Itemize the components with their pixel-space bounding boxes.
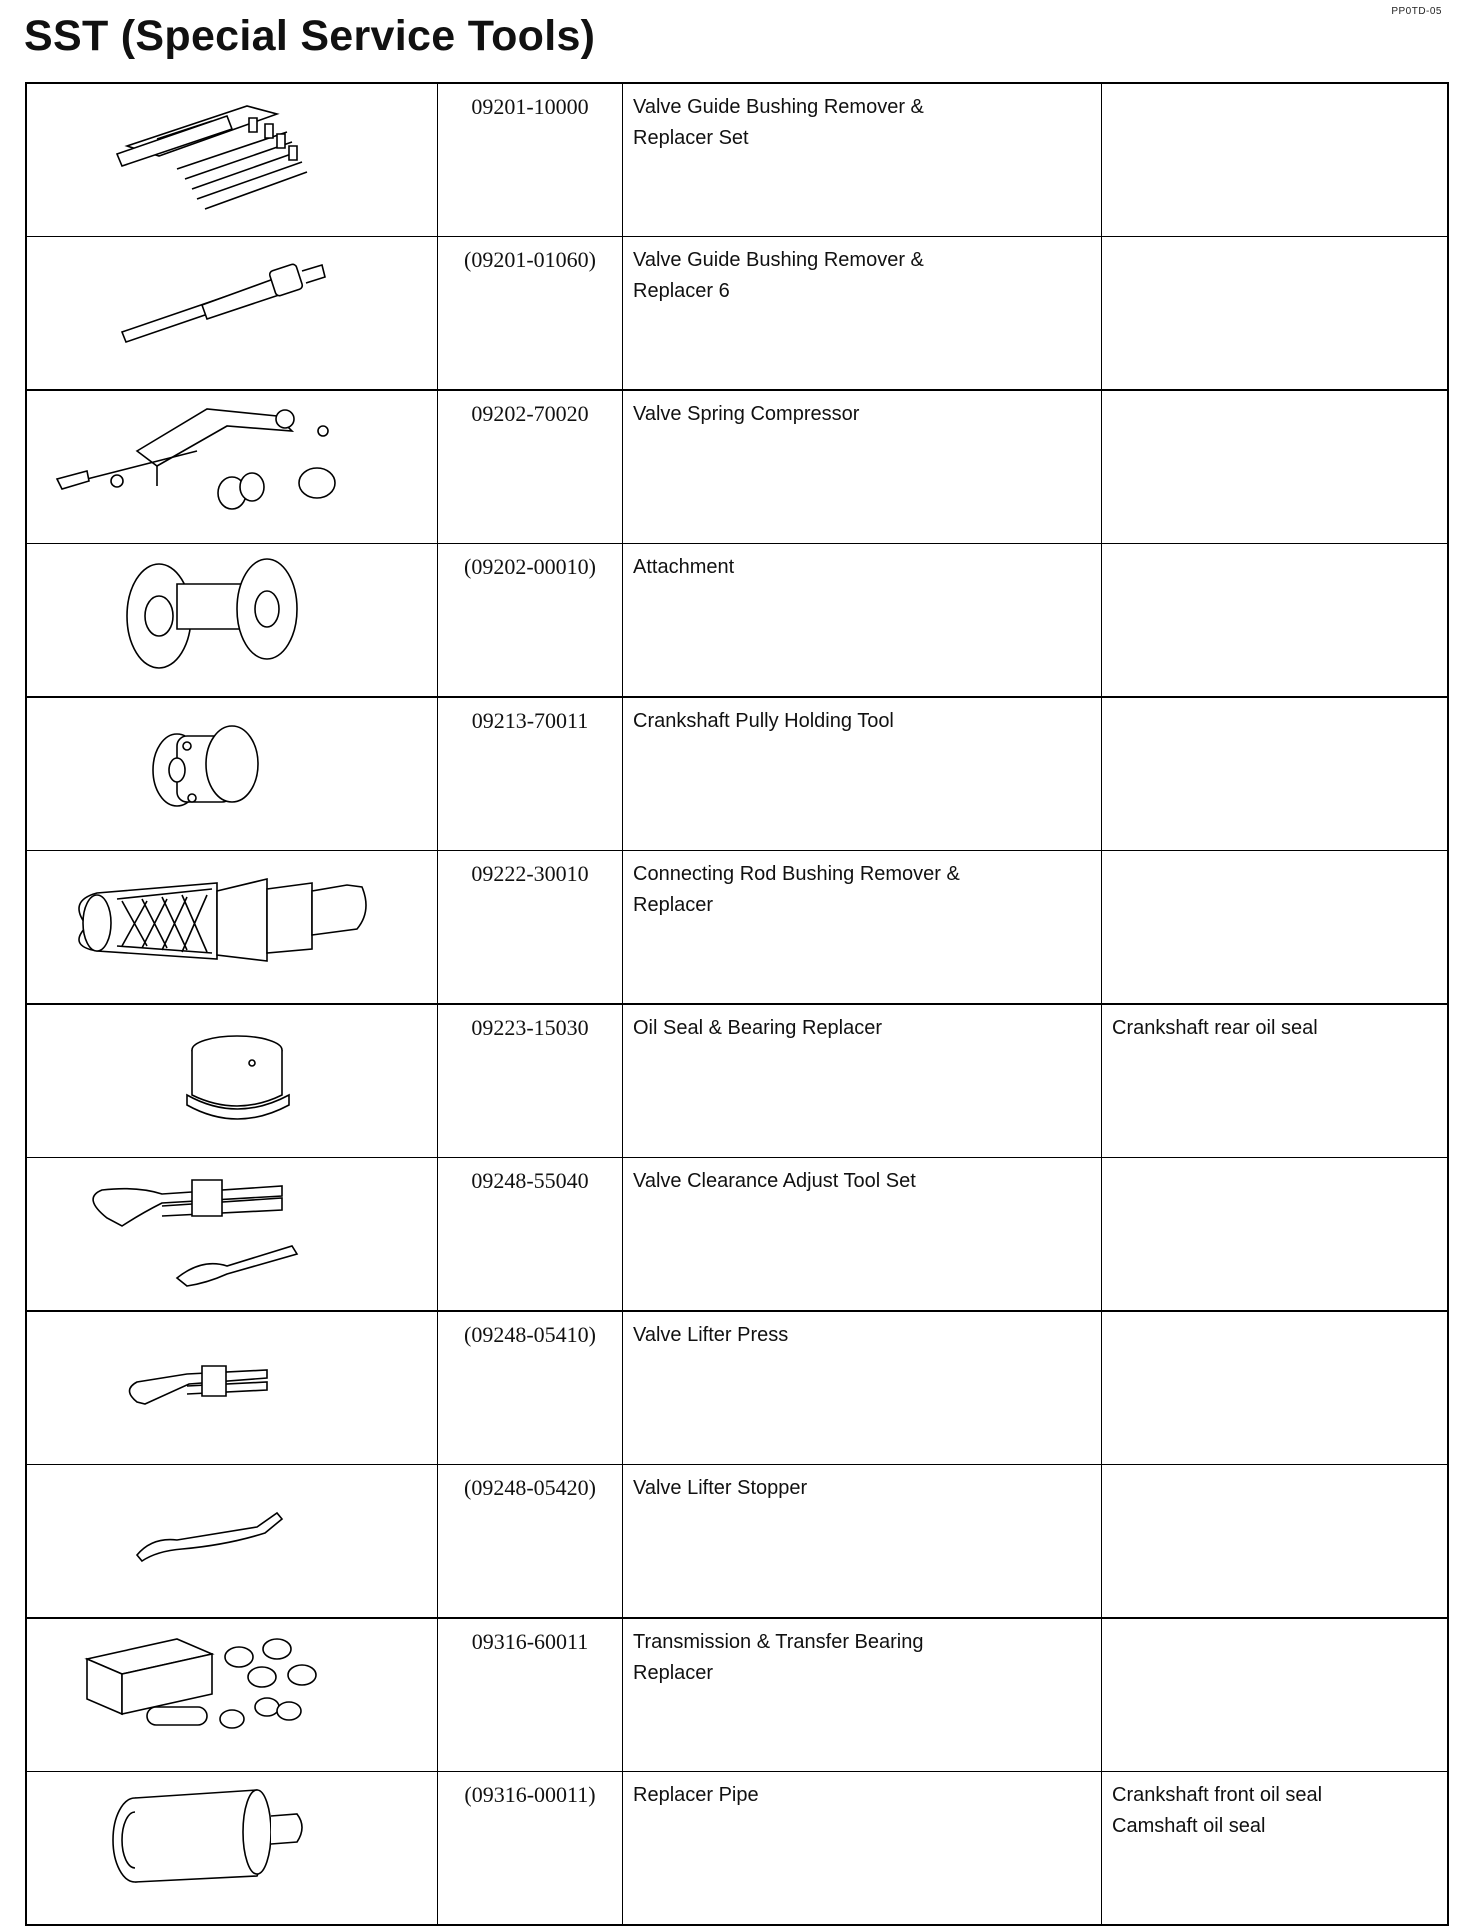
connecting-rod-bushing-tool-icon (27, 851, 437, 993)
part-number: (09316-00011) (438, 1772, 623, 1926)
tool-row (26, 1004, 1448, 1158)
tool-row (26, 1618, 1448, 1772)
tool-name: Crankshaft Pully Holding Tool (633, 710, 894, 732)
tool-row (26, 851, 1448, 1005)
usage-note-cell (1102, 390, 1449, 544)
usage-note-cell (1102, 83, 1449, 237)
part-number: (09248-05420) (438, 1465, 623, 1619)
attachment-icon (27, 544, 437, 686)
usage-note-cell (1102, 851, 1449, 1005)
tool-name-cell (623, 1004, 1102, 1158)
tool-name-cell (623, 1772, 1102, 1926)
tool-name-cell (623, 83, 1102, 237)
tool-name-cell (623, 1618, 1102, 1772)
tool-name: Attachment (633, 556, 735, 578)
tool-name: Transmission & Transfer Bearing Replacer (633, 1631, 924, 1684)
tool-illustration-cell (26, 544, 438, 698)
tool-name-cell (623, 390, 1102, 544)
part-number: 09223-15030 (438, 1004, 623, 1158)
tool-name-cell (623, 1311, 1102, 1465)
valve-spring-compressor-icon (27, 391, 437, 533)
tool-name: Oil Seal & Bearing Replacer (633, 1017, 883, 1039)
tool-illustration-cell (26, 237, 438, 391)
document-code: PP0TD-05 (1391, 6, 1442, 17)
pulley-holding-tool-icon (27, 698, 437, 840)
tool-name-cell (623, 237, 1102, 391)
tool-name-cell (623, 544, 1102, 698)
tool-row (26, 237, 1448, 391)
tool-illustration-cell (26, 390, 438, 544)
part-number: 09222-30010 (438, 851, 623, 1005)
part-number: (09202-00010) (438, 544, 623, 698)
tool-row (26, 697, 1448, 851)
usage-note: Crankshaft rear oil seal (1112, 1017, 1318, 1039)
page-title: SST (Special Service Tools) (24, 12, 596, 60)
part-number: 09213-70011 (438, 697, 623, 851)
usage-note-cell (1102, 1158, 1449, 1312)
tool-name: Valve Spring Compressor (633, 403, 860, 425)
tool-illustration-cell (26, 1158, 438, 1312)
usage-note: Crankshaft front oil seal (1112, 1784, 1323, 1806)
part-number: 09316-60011 (438, 1618, 623, 1772)
tool-name: Connecting Rod Bushing Remover & Replacer (633, 863, 960, 916)
tool-illustration-cell (26, 851, 438, 1005)
replacer-pipe-icon (27, 1772, 437, 1914)
valve-clearance-tool-set-icon (27, 1158, 437, 1300)
tool-illustration-cell (26, 1772, 438, 1926)
usage-note-cell (1102, 1311, 1449, 1465)
tool-name: Valve Guide Bushing Remover & Replacer 6 (633, 249, 924, 302)
valve-lifter-press-icon (27, 1312, 437, 1454)
tool-name-cell (623, 697, 1102, 851)
part-number: 09201-10000 (438, 83, 623, 237)
usage-note-cell (1102, 1772, 1449, 1926)
tool-row (26, 1772, 1448, 1926)
tool-name: Valve Clearance Adjust Tool Set (633, 1170, 916, 1192)
part-number: 09202-70020 (438, 390, 623, 544)
tool-name: Valve Lifter Press (633, 1324, 789, 1346)
bearing-replacer-kit-icon (27, 1619, 437, 1761)
tool-name: Valve Guide Bushing Remover & Replacer Set (633, 96, 924, 149)
part-number: (09248-05410) (438, 1311, 623, 1465)
oil-seal-replacer-icon (27, 1005, 437, 1147)
usage-note-cell (1102, 1618, 1449, 1772)
valve-guide-bushing-set-icon (27, 84, 437, 226)
valve-lifter-stopper-icon (27, 1465, 437, 1607)
tool-illustration-cell (26, 1004, 438, 1158)
tool-name-cell (623, 851, 1102, 1005)
tool-row (26, 390, 1448, 544)
part-number: 09248-55040 (438, 1158, 623, 1312)
usage-note-cell (1102, 1004, 1449, 1158)
tool-row (26, 544, 1448, 698)
tool-illustration-cell (26, 1465, 438, 1619)
bushing-remover-rod-icon (27, 237, 437, 379)
tool-name: Valve Lifter Stopper (633, 1477, 808, 1499)
usage-note: Camshaft oil seal (1112, 1815, 1266, 1837)
tool-name-cell (623, 1465, 1102, 1619)
usage-note-cell (1102, 544, 1449, 698)
tool-row (26, 1158, 1448, 1312)
usage-note-cell (1102, 1465, 1449, 1619)
tool-name: Replacer Pipe (633, 1784, 759, 1806)
tool-illustration-cell (26, 1618, 438, 1772)
tool-illustration-cell (26, 1311, 438, 1465)
usage-note-cell (1102, 697, 1449, 851)
tool-row (26, 1465, 1448, 1619)
usage-note-cell (1102, 237, 1449, 391)
tool-row (26, 83, 1448, 237)
tool-illustration-cell (26, 83, 438, 237)
sst-table (25, 82, 1449, 1926)
tool-illustration-cell (26, 697, 438, 851)
tool-row (26, 1311, 1448, 1465)
tool-name-cell (623, 1158, 1102, 1312)
part-number: (09201-01060) (438, 237, 623, 391)
